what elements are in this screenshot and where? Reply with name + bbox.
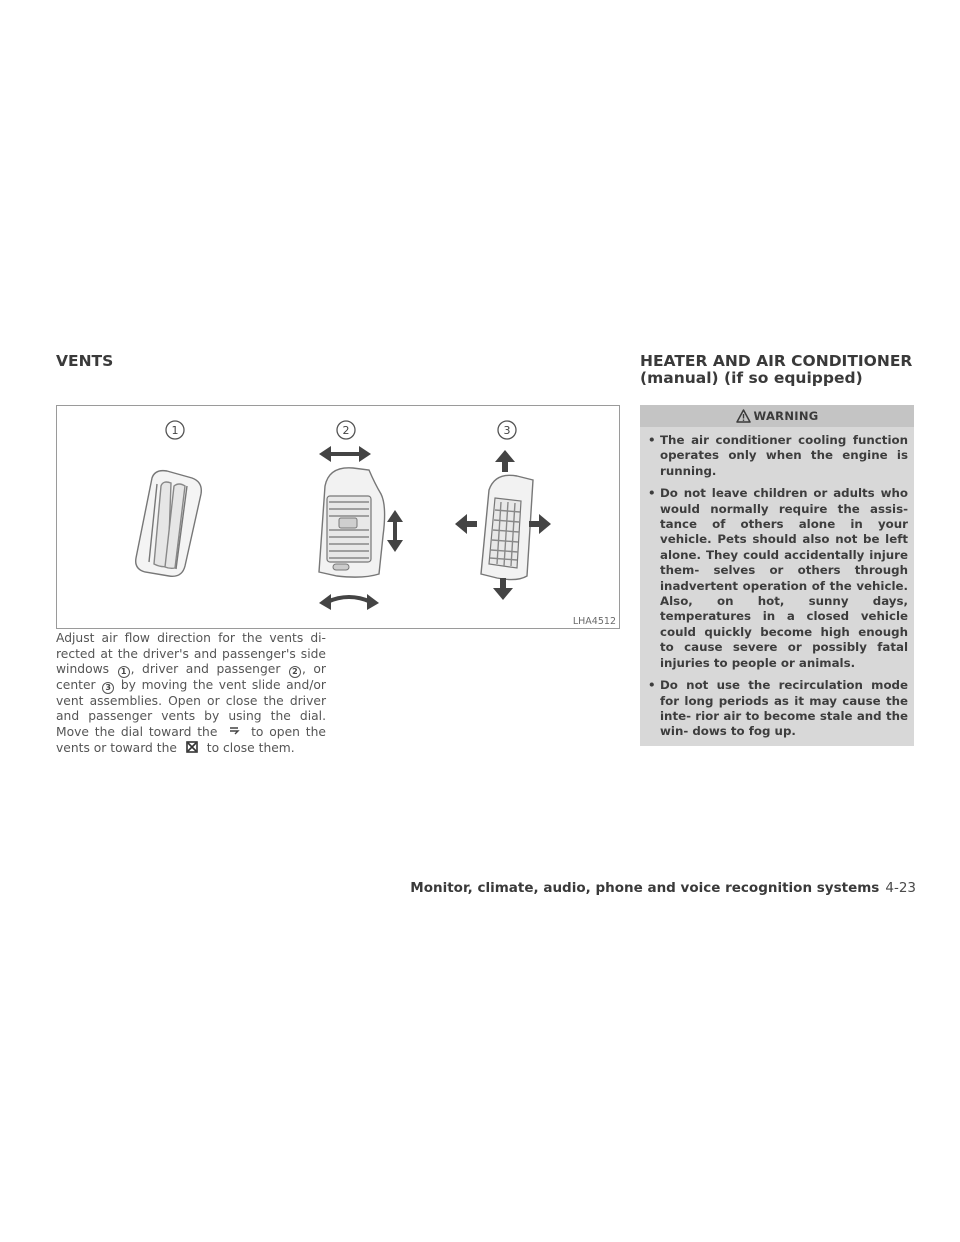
section-heading-hvac	[640, 353, 920, 387]
hvac-heading-line1: HEATER AND AIR CONDITIONER	[640, 352, 913, 370]
callout-2	[337, 421, 355, 439]
down-arrow	[493, 578, 513, 600]
callout-2-label: 2	[342, 424, 350, 437]
vents-illustration	[56, 405, 620, 629]
right-arrow	[529, 514, 551, 534]
page-footer	[410, 880, 916, 896]
warning-icon	[736, 409, 751, 423]
driver-passenger-vent	[319, 446, 403, 610]
figure-code: LHA4512	[572, 616, 616, 627]
body-text-6: to close them.	[206, 740, 295, 755]
side-window-vent	[136, 471, 202, 577]
callout-marker-2: 2	[289, 666, 301, 678]
vents-diagram	[57, 406, 619, 628]
warning-item: • Do not leave children or adults who would normally require the assis- tance of others alone in your vehicle. Pets should also not be left alone. They could accidentally injure them- selves or others through inadvertent operation of the vehicle. Also, on hot, sunny days, temperatures in a closed vehicle could quickly become high enough to cause severe or possibly fatal injuries to people or animals.	[648, 486, 908, 671]
vent-open-icon	[223, 725, 245, 737]
warning-title: WARNING	[753, 409, 819, 423]
section-heading-vents: VENTS	[56, 352, 114, 370]
hvac-heading-line2: (manual) (if so equipped)	[640, 369, 863, 387]
callout-3	[498, 421, 516, 439]
warning-box	[640, 405, 914, 746]
body-text-5: to open the vents or toward the	[56, 724, 326, 755]
vents-description	[56, 631, 326, 756]
left-arrow	[455, 514, 477, 534]
up-arrow	[495, 450, 515, 472]
body-text-1: Adjust air flow direction for the vents di- rected at the driver's and passenger's side windows	[56, 631, 326, 677]
warning-title-bar	[640, 405, 914, 427]
body-text-2: , driver and passenger	[130, 662, 281, 677]
body-text-4: by moving the vent slide and/or vent assemblies. Open or close the driver and passenger vents by using the dial. Move the dial toward the	[56, 677, 326, 739]
horizontal-arrow	[319, 446, 371, 462]
warning-list	[640, 427, 914, 740]
vent-close-icon	[181, 741, 203, 753]
callout-1-label: 1	[171, 424, 179, 437]
center-vent	[455, 450, 551, 600]
footer-section-title: Monitor, climate, audio, phone and voice recognition systems	[410, 880, 880, 896]
rotate-arrow	[319, 594, 379, 610]
callout-1	[166, 421, 184, 439]
callout-marker-1: 1	[118, 666, 130, 678]
callout-marker-3: 3	[102, 682, 114, 694]
callout-3-label: 3	[503, 424, 511, 437]
page-number: 4-23	[885, 880, 916, 896]
warning-item: • Do not use the recirculation mode for long periods as it may cause the inte- rior air to become stale and the win- dows to fog up.	[648, 678, 908, 740]
warning-item: • The air conditioner cooling function operates only when the engine is running.	[648, 433, 908, 479]
vertical-arrow	[387, 510, 403, 552]
body-text-3: , or center	[56, 662, 326, 692]
